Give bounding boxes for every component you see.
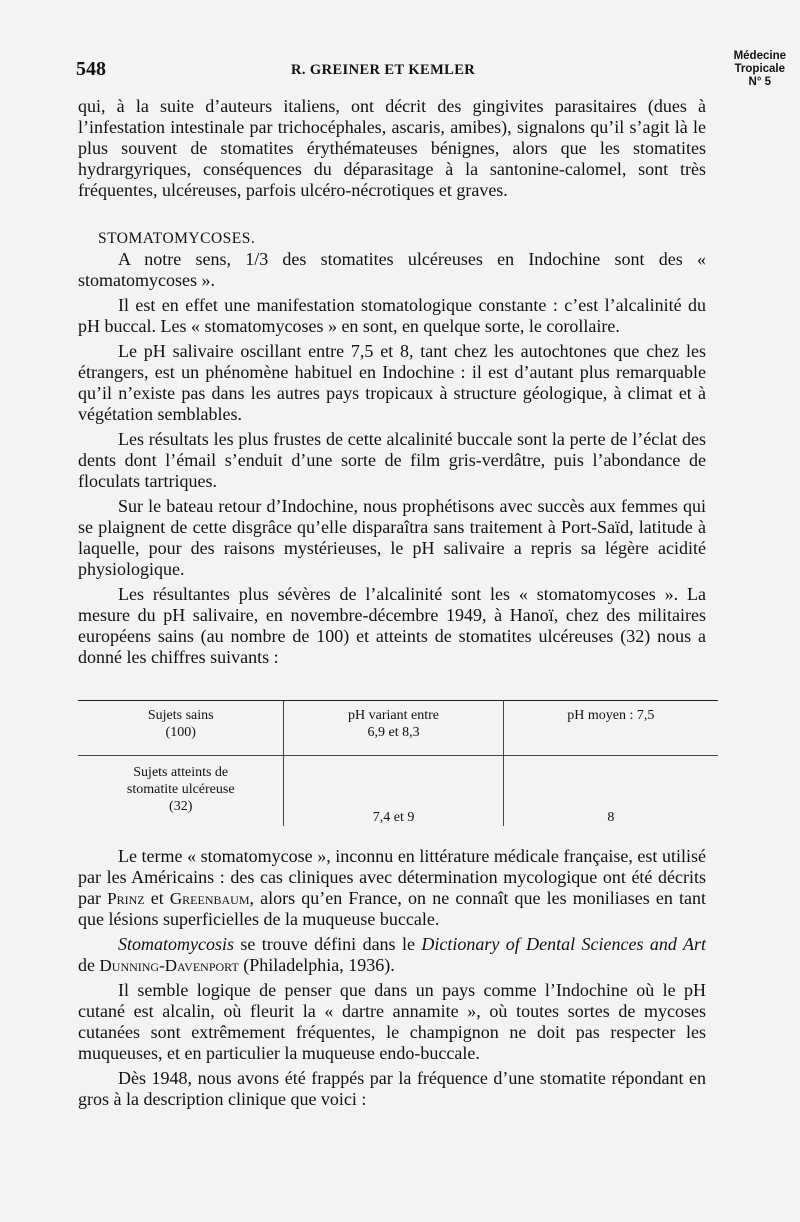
table-cell [284, 756, 503, 827]
paragraph-1: A notre sens, 1/3 des stomatites ulcéreuses en Indochine sont des « stomatomycoses ». [78, 249, 706, 290]
cell-text: pH variant entre [348, 708, 440, 723]
section-heading: STOMATOMYCOSES. [98, 230, 256, 247]
paragraph-7 [78, 846, 706, 930]
cell-text: 8 [607, 810, 615, 825]
table-cell [503, 756, 718, 827]
text-run: de [78, 955, 100, 975]
text-run: et [144, 888, 170, 908]
cell-text: Sujets atteints de [133, 765, 229, 780]
author-name: Greenbaum [169, 889, 250, 908]
paragraph-4: Les résultats les plus frustes de cette alcalinité buccale sont la perte de l’éclat des dents dont l’émail s’enduit d’une sorte de film gris-verdâtre, puis l’abondance de floculats tartriques. [78, 429, 706, 491]
cell-text: (100) [165, 725, 196, 740]
author-name: Dunning-Davenport [99, 956, 239, 975]
author-name: Prinz [107, 889, 145, 908]
text-run: Le terme « stomatomycose », inconnu en littérature médicale française, est utilisé par les Américains : des cas cliniques avec détermination mycologique ont été décrits par [78, 846, 706, 908]
text-run: , alors qu’en France, on ne connaît que les moniliases en tant que lésions superficielles de la muqueuse buccale. [78, 888, 707, 929]
table-row-ulcerous [78, 756, 718, 827]
journal-name-line1: Médecine [733, 50, 786, 62]
book-title: Dictionary of Dental Sciences and Art [421, 934, 707, 954]
cell-text: 7,4 et 9 [372, 810, 415, 825]
journal-name-line2: Tropicale [734, 63, 786, 75]
cell-text: (32) [169, 799, 193, 814]
page-number: 548 [76, 58, 106, 80]
journal-issue: N° 5 [748, 76, 772, 88]
running-head: R. GREINER ET KEMLER [291, 62, 476, 78]
text-run: (Philadelphia, 1936). [238, 955, 395, 975]
table-row-healthy [78, 701, 718, 756]
table-cell [284, 701, 503, 756]
journal-reference [734, 50, 786, 89]
text-run: se trouve défini dans le [234, 934, 422, 954]
paragraph-2: Il est en effet une manifestation stomatologique constante : c’est l’alcalinité du pH buccal. Les « stomatomycoses » en sont, en quelque sorte, le corollaire. [78, 295, 706, 336]
cell-text: pH moyen : 7,5 [567, 708, 655, 723]
paragraph-9: Il semble logique de penser que dans un pays comme l’Indochine où le pH cutané est alcalin, où fleurit la « dartre annamite », où toutes sortes de mycoses cutanées sont extrêmement fréquentes, le champignon ne doit pas respecter les muqueuses, et en particulier la muqueuse endo-buccale. [78, 980, 706, 1063]
paragraph-5: Sur le bateau retour d’Indochine, nous prophétisons avec succès aux femmes qui se plaignent de cette disgrâce qu’elle disparaîtra sans traitement à Port-Saïd, latitude à laquelle, pour des raisons mystérieuses, le pH salivaire a repris sa légère acidité physiologique. [78, 496, 706, 579]
paragraph-6: Les résultantes plus sévères de l’alcalinité sont les « stomatomycoses ». La mesure du pH salivaire, en novembre-décembre 1949, à Hanoï, chez des militaires européens sains (au nombre de 100) et atteints de stomatites ulcéreuses (32) nous a donné les chiffres suivants : [78, 584, 706, 667]
ph-results-table [78, 700, 718, 826]
paragraph-10: Dès 1948, nous avons été frappés par la fréquence d’une stomatite répondant en gros à la description clinique que voici : [78, 1068, 706, 1109]
table-cell [503, 701, 718, 756]
intro-paragraph: qui, à la suite d’auteurs italiens, ont décrit des gingivites parasitaires (dues à l’infestation intestinale par trichocéphales, ascaris, amibes), signalons qu’il s’agit là le plus souvent de stomatites érythémateuses bénignes, alors que les stomatites hydrargyriques, conséquences du déparasitage à la santonine-calomel, sont très fréquentes, ulcéreuses, parfois ulcéro-nécrotiques et graves. [78, 96, 706, 200]
article-body [78, 96, 706, 1110]
table-cell [78, 701, 284, 756]
cell-text: 6,9 et 8,3 [367, 725, 420, 740]
paragraph-3: Le pH salivaire oscillant entre 7,5 et 8, tant chez les autochtones que chez les étrangers, est un phénomène habituel en Indochine : il est d’autant plus remarquable qu’il n’existe pas dans les autres pays tropicaux à structure géologique, à climat et à végétation semblables. [78, 341, 706, 424]
cell-text: Sujets sains [147, 708, 214, 723]
term-italic: Stomatomycosis [118, 934, 234, 954]
table-cell [78, 756, 284, 827]
paragraph-8 [78, 934, 706, 976]
cell-text: stomatite ulcéreuse [126, 782, 235, 797]
